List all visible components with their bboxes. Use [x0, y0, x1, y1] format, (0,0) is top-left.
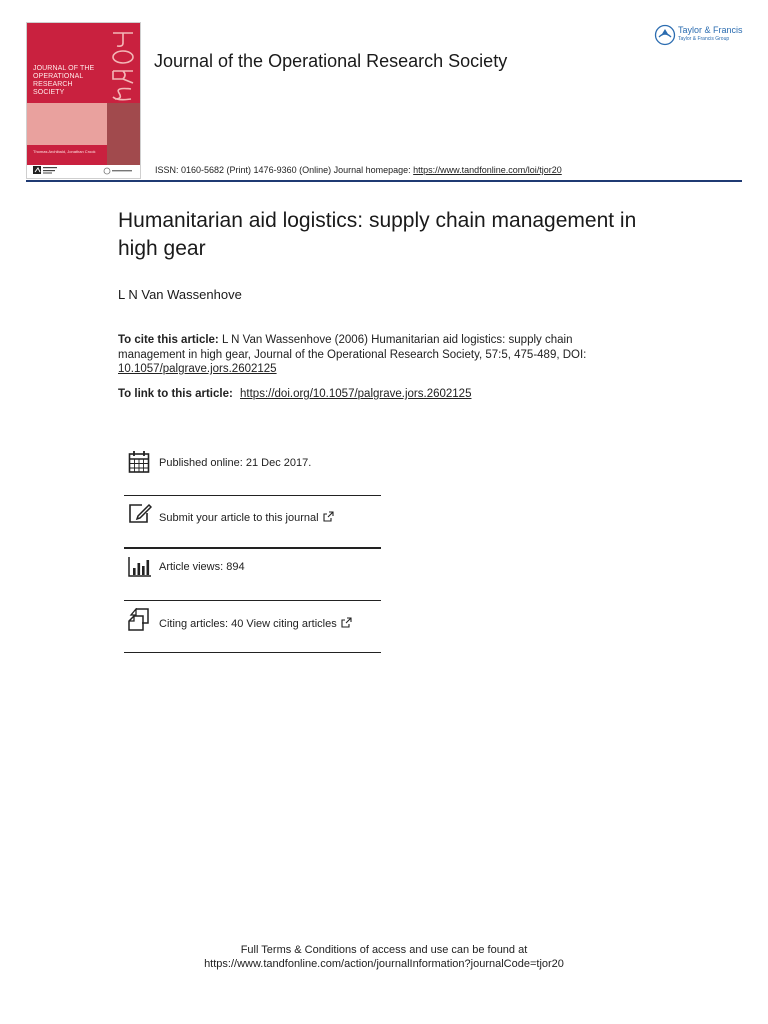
bar-chart-icon [128, 556, 152, 578]
meta-divider [124, 600, 381, 601]
footer-terms-text: Full Terms & Conditions of access and use can be found at [240, 944, 528, 956]
external-link-icon [341, 617, 352, 628]
meta-divider [124, 495, 381, 496]
edit-icon [128, 503, 152, 525]
doi-link[interactable]: 10.1057/palgrave.jors.2602125 [118, 363, 277, 375]
article-link-line [118, 388, 471, 400]
cover-authors: Thomas Archibald, Jonathan Crook [33, 149, 96, 154]
citing-articles-row[interactable] [124, 608, 380, 636]
submit-article-row[interactable] [124, 503, 380, 531]
calendar-icon [128, 450, 150, 474]
article-views-row [124, 556, 380, 584]
citation-block [118, 333, 628, 377]
submit-article-text: Submit your article to this journal [159, 512, 319, 524]
cover-tf-mark-icon [103, 167, 135, 175]
cite-text: L N Van Wassenhove (2006) Humanitarian aid logistics: supply chain management in high gear, Journal of the Operational Research Society, 57:5, 475-489, DOI: [118, 334, 587, 361]
submit-article-link[interactable] [159, 511, 334, 524]
citing-articles-link[interactable] [159, 617, 352, 630]
article-doi-url-link[interactable]: https://doi.org/10.1057/palgrave.jors.2602125 [240, 388, 472, 400]
published-online-text: Published online: 21 Dec 2017. [159, 457, 312, 469]
link-label: To link to this article: [118, 388, 233, 400]
meta-divider [124, 652, 381, 653]
journal-title: Journal of the Operational Research Society [154, 51, 508, 71]
meta-divider [124, 547, 381, 549]
taylor-francis-logo[interactable] [654, 22, 750, 48]
article-views-text: Article views: 894 [159, 561, 245, 573]
publisher-name: Taylor & Francis [678, 25, 743, 35]
journal-cover-image [26, 22, 141, 179]
publisher-subname: Taylor & Francis Group [678, 36, 730, 42]
published-online-row [124, 450, 380, 478]
cover-title [33, 65, 103, 97]
jors-logo-icon [107, 27, 139, 107]
footer-terms [0, 943, 768, 971]
external-link-icon [323, 511, 334, 522]
issn-text: ISSN: 0160-5682 (Print) 1476-9360 (Online) Journal homepage: [155, 165, 414, 175]
footer-terms-link[interactable]: https://www.tandfonline.com/action/journalInformation?journalCode=tjor20 [204, 958, 564, 970]
cover-title-line: RESEARCH [33, 81, 73, 88]
cite-label: To cite this article: [118, 334, 219, 346]
taylor-francis-emblem-icon [654, 24, 676, 46]
header-divider [26, 180, 742, 182]
article-author: L N Van Wassenhove [118, 287, 242, 302]
issn-line [155, 165, 562, 175]
publisher-mark-icon [33, 165, 59, 175]
cover-title-line: SOCIETY [33, 89, 65, 96]
cover-title-line: OPERATIONAL [33, 73, 84, 80]
citing-articles-icon [128, 608, 152, 632]
citing-articles-text: Citing articles: 40 View citing articles [159, 618, 337, 630]
journal-homepage-link[interactable]: https://www.tandfonline.com/loi/tjor20 [413, 165, 562, 175]
cover-side-panel [107, 103, 140, 165]
cover-title-line: JOURNAL OF THE [33, 65, 95, 72]
article-title: Humanitarian aid logistics: supply chain management in high gear [118, 209, 637, 260]
